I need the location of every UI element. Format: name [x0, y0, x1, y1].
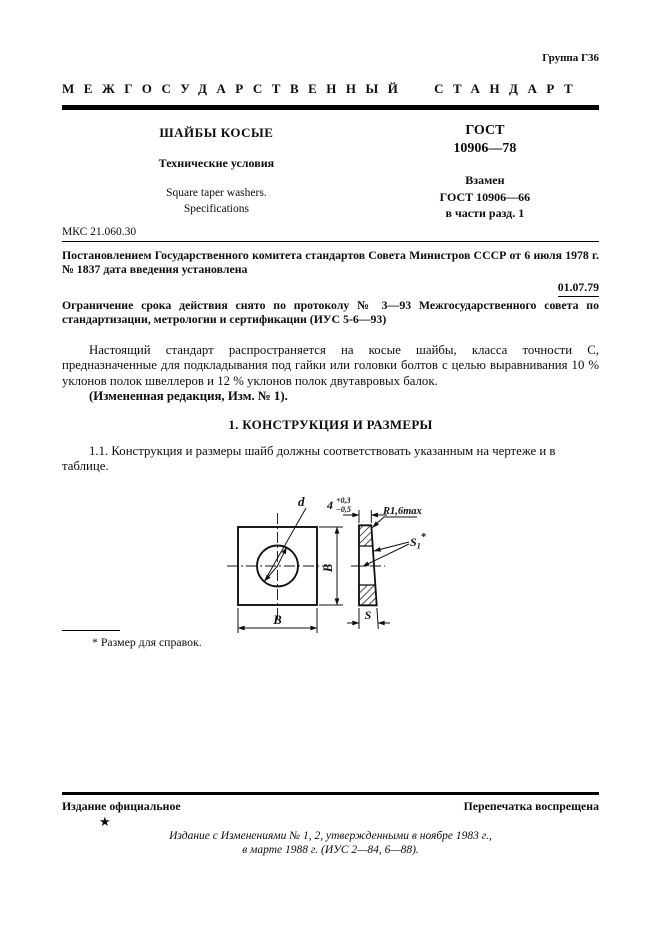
dimension-s	[347, 608, 390, 629]
label-b-vertical: B	[321, 564, 335, 573]
label-d: d	[298, 494, 305, 510]
amendment-note: (Измененная редакция, Изм. № 1).	[89, 388, 288, 403]
label-4: 4	[327, 498, 333, 513]
effective-date-row	[62, 278, 599, 297]
title-block-right	[371, 122, 599, 225]
label-s: S	[364, 608, 372, 623]
label-4-upper-tolerance: +0,3	[336, 496, 351, 506]
document-title-ru: ШАЙБЫ КОСЫЕ	[159, 125, 274, 140]
header-thick-rule	[62, 105, 599, 110]
group-label: Группа Г36	[542, 52, 599, 64]
edition-note-line1: Издание с Изменениями № 1, 2, утвержденными в ноябре 1983 г.,	[169, 830, 492, 842]
side-section-view	[326, 496, 427, 629]
replaces-block	[371, 172, 599, 222]
dimension-b-vertical	[319, 527, 343, 605]
edition-note-line2: в марте 1988 г. (ИУС 2—84, 6—88).	[242, 843, 419, 856]
page-footer	[62, 792, 599, 857]
effective-date: 01.07.79	[558, 280, 599, 297]
official-edition-label: Издание официальное	[62, 799, 181, 813]
star-icon: ★	[99, 814, 111, 829]
edition-note	[62, 830, 599, 857]
clause-1-1: 1.1. Конструкция и размеры шайб должны соответствовать указанным на чертеже и в таблице.	[62, 444, 556, 474]
section-1-heading: 1. КОНСТРУКЦИЯ И РАЗМЕРЫ	[228, 417, 433, 433]
standard-type-title: МЕЖГОСУДАРСТВЕННЫЙ СТАНДАРТ	[62, 81, 583, 96]
decree-paragraph: Постановлением Государственного комитета стандартов Совета Министров СССР от 6 июля 1978 г. № 1837 дата введения установлена	[62, 248, 599, 276]
label-radius: R1,6max	[383, 506, 422, 518]
reprint-prohibited-label: Перепечатка воспрещена	[463, 799, 599, 813]
mks-divider-rule	[62, 241, 599, 242]
label-s1: $S_1^*$	[410, 532, 426, 551]
footnote-block	[62, 630, 599, 650]
replaces-number: ГОСТ 10906—66	[439, 189, 531, 204]
label-4-lower-tolerance: −0,5	[336, 505, 351, 515]
gost-label: ГОСТ	[465, 123, 505, 138]
replaces-note: в части разд. 1	[445, 206, 525, 220]
footnote-text: * Размер для справок.	[92, 635, 202, 650]
document-subtitle-ru: Технические условия	[158, 156, 275, 170]
title-block	[62, 122, 599, 225]
document-subtitle-en: Specifications	[183, 203, 249, 215]
replaces-label: Взамен	[465, 173, 505, 187]
scope-paragraph: Настоящий стандарт распространяется на косые шайбы, класса точности С, предназначенные для подкладывания под гайки или головки болтов с целью выравнивания 10 % уклонов полок швеллеров и 12 % уклонов полок двутавровых балок.	[62, 343, 599, 388]
mks-code: МКС 21.060.30	[62, 226, 137, 238]
limitation-paragraph: Ограничение срока действия снято по протоколу № 3—93 Межгосударственного совета по стандартизации, метрологии и сертификации (ИУС 5-6—93)	[62, 298, 599, 326]
footer-rule	[62, 792, 599, 795]
document-title-en: Square taper washers.	[166, 187, 267, 199]
dimension-radius	[373, 506, 422, 528]
gost-number: 10906—78	[453, 141, 517, 156]
front-view	[227, 494, 343, 633]
dimension-4-thickness	[326, 496, 387, 523]
label-b-horizontal: B	[273, 613, 282, 628]
title-block-left	[62, 122, 371, 225]
footer-row	[62, 799, 599, 814]
footnote-rule	[62, 630, 120, 631]
dimension-d	[264, 494, 306, 581]
technical-drawing	[180, 482, 480, 644]
